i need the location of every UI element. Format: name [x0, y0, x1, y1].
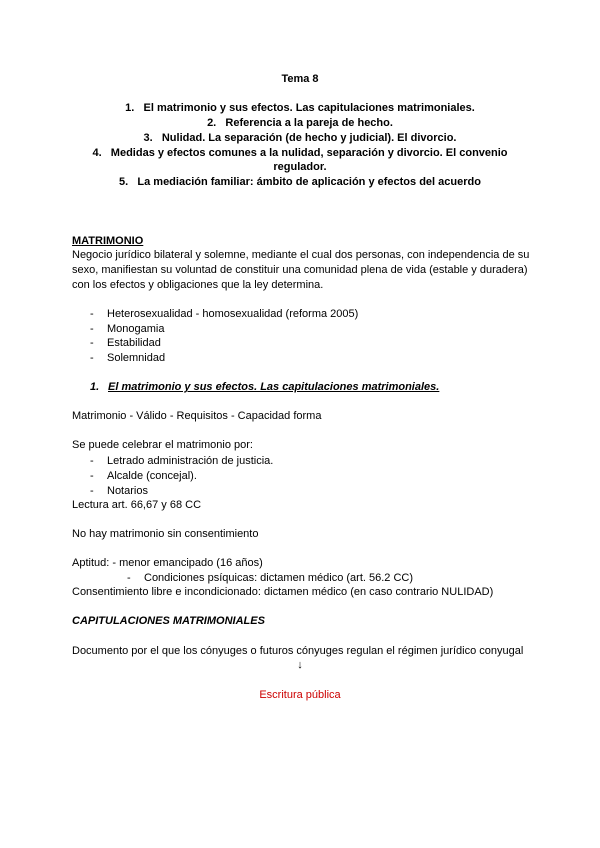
celebrar-item: Letrado administración de justicia.	[107, 455, 274, 467]
bullet-item: Estabilidad	[107, 337, 161, 349]
matrimonio-definition: Negocio jurídico bilateral y solemne, mediante el cual dos personas, con independencia de su sexo, manifiestan su voluntad de constituir una comunidad plena de vida (estable y duradera) con los efectos y obligaciones que la ley determina.	[72, 249, 530, 291]
capitulaciones-heading: CAPITULACIONES MATRIMONIALES	[72, 615, 265, 627]
condiciones-line: Condiciones psíquicas: dictamen médico (art. 56.2 CC)	[144, 572, 414, 584]
toc-item-2: 2. Referencia a la pareja de hecho.	[207, 117, 393, 129]
capitulaciones-documento: Documento por el que los cónyuges o futuros cónyuges regulan el régimen jurídico conyugal	[72, 645, 524, 657]
bullet-marker: -	[90, 352, 94, 364]
page-title: Tema 8	[281, 73, 319, 85]
bullet-item: Heterosexualidad - homosexualidad (reforma 2005)	[107, 308, 359, 320]
down-arrow-icon: ↓	[297, 659, 303, 671]
toc-item-4: 4. Medidas y efectos comunes a la nulidad, separación y divorcio. El convenio	[92, 147, 508, 159]
toc-item-3: 3. Nulidad. La separación (de hecho y judicial). El divorcio.	[143, 132, 457, 144]
bullet-item: Monogamia	[107, 323, 165, 335]
requisitos-line: Matrimonio - Válido - Requisitos - Capacidad forma	[72, 410, 322, 422]
bullet-marker: -	[90, 337, 94, 349]
consentimiento-line: No hay matrimonio sin consentimiento	[72, 528, 259, 540]
bullet-item: Solemnidad	[107, 352, 166, 364]
consentimiento-libre-line: Consentimiento libre e incondicionado: dictamen médico (en caso contrario NULIDAD)	[72, 586, 494, 598]
bullet-marker: -	[90, 323, 94, 335]
lectura-line: Lectura art. 66,67 y 68 CC	[72, 499, 202, 511]
toc-item-1: 1. El matrimonio y sus efectos. Las capitulaciones matrimoniales.	[125, 102, 475, 114]
bullet-marker: -	[90, 308, 94, 320]
toc-item-4-cont: regulador.	[273, 161, 327, 173]
bullet-marker: -	[90, 485, 94, 497]
matrimonio-heading: MATRIMONIO	[72, 235, 144, 247]
escritura-publica: Escritura pública	[259, 689, 341, 701]
toc-item-5: 5. La mediación familiar: ámbito de aplicación y efectos del acuerdo	[119, 176, 481, 188]
aptitud-line: Aptitud: - menor emancipado (16 años)	[72, 557, 263, 569]
bullet-marker: -	[90, 470, 94, 482]
celebrar-intro: Se puede celebrar el matrimonio por:	[72, 439, 253, 451]
section-1-title: El matrimonio y sus efectos. Las capitulaciones matrimoniales.	[108, 381, 440, 393]
celebrar-item: Notarios	[107, 485, 148, 497]
section-1-number: 1.	[90, 381, 100, 393]
bullet-marker: -	[90, 455, 94, 467]
condiciones-marker: -	[127, 572, 131, 584]
celebrar-item: Alcalde (concejal).	[107, 470, 197, 482]
